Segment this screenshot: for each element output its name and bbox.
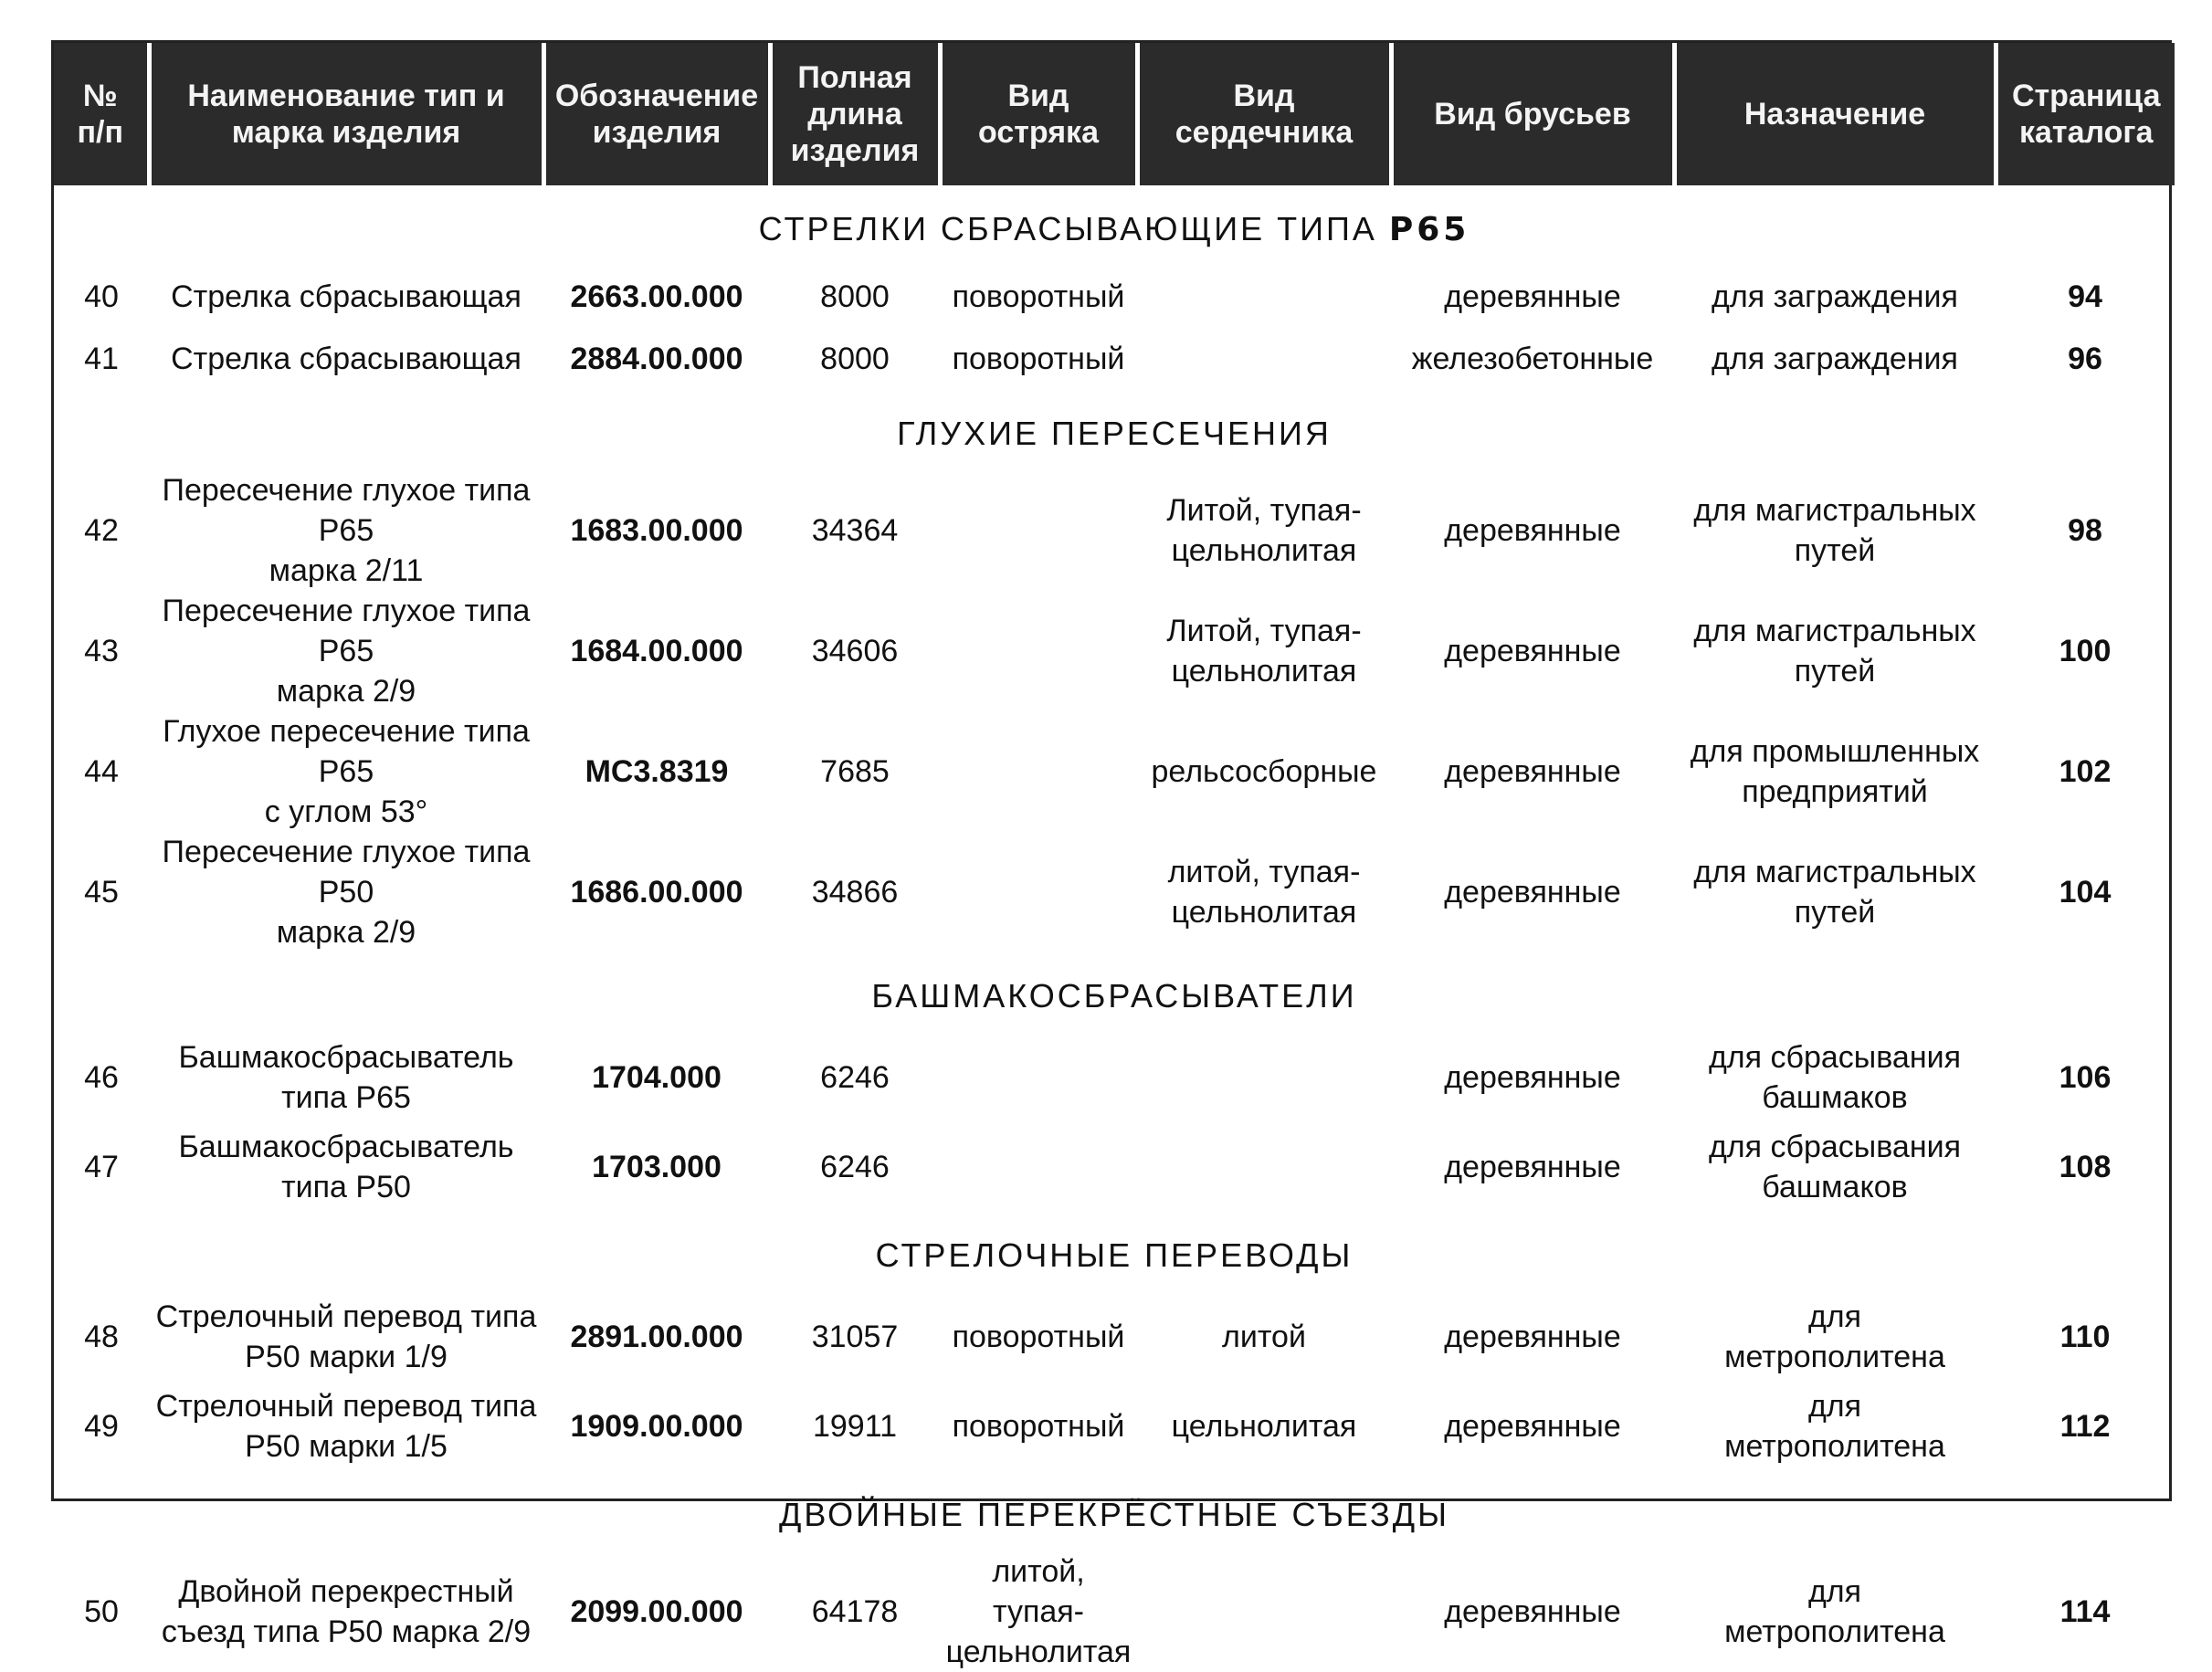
cell-designation: 1686.00.000 [570,875,743,910]
cell-number: 43 [84,634,119,668]
cell-page: 102 [2059,754,2112,789]
section-title [54,185,2175,266]
cell-blade [940,591,1137,711]
cell-purpose: для сбрасывания башмаков [1708,1130,1962,1204]
cell-frog: цельнолитая [1171,1409,1357,1444]
catalog-table [54,43,2175,1672]
table-header [54,43,2175,185]
cell-sleepers: деревянные [1444,875,1621,910]
cell-purpose: для сбрасывания башмаков [1708,1040,1962,1115]
cell-length: 6246 [820,1060,890,1095]
cell-designation: 2891.00.000 [570,1320,743,1354]
section-row [54,952,2175,1033]
cell-purpose: для заграждения [1712,279,1958,314]
cell-blade: поворотный [952,1409,1125,1444]
cell-name: Стрелочный перевод типа Р50 марки 1/5 [155,1389,537,1464]
section-title [54,1471,2175,1551]
cell-blade [940,832,1137,952]
cell-name: Стрелка сбрасывающая [171,342,521,376]
cell-name: Пересечение глухое типа Р65 марка 2/11 [162,473,531,588]
table-row [54,1292,2175,1382]
section-title [54,390,2175,470]
table-row [54,1122,2175,1212]
section-title-bold: Р65 [1388,210,1470,248]
cell-name: Двойной перекрестный съезд типа Р50 марка 2/9 [161,1574,532,1649]
cell-sleepers: деревянные [1444,1594,1621,1629]
section-title-text: ДВОЙНЫЕ ПЕРЕКРЁСТНЫЕ СЪЕЗДЫ [778,1495,1450,1533]
section-title-text: СТРЕЛОЧНЫЕ ПЕРЕВОДЫ [875,1236,1354,1274]
cell-sleepers: деревянные [1444,1409,1621,1444]
cell-frog [1137,1122,1391,1212]
cell-number: 50 [84,1594,119,1629]
cell-number: 48 [84,1320,119,1354]
cell-sleepers: деревянные [1444,279,1621,314]
header-cell-number: № п/п [54,43,149,185]
cell-length: 8000 [820,279,890,314]
cell-frog [1137,266,1391,328]
cell-designation: 1703.000 [592,1150,722,1184]
cell-name: Глухое пересечение типа Р65 с углом 53° [163,714,530,829]
table-row [54,1033,2175,1122]
cell-length: 7685 [820,754,890,789]
cell-sleepers: железобетонные [1411,342,1654,376]
section-title-text: ГЛУХИЕ ПЕРЕСЕЧЕНИЯ [897,414,1332,452]
cell-name: Башмакосбрасыватель типа Р65 [178,1040,514,1115]
cell-length: 6246 [820,1150,890,1184]
header-cell-frog: Вид сердечника [1137,43,1391,185]
cell-frog [1137,328,1391,390]
cell-blade [940,470,1137,591]
cell-purpose: для метрополитена [1724,1389,1945,1464]
header-cell-name: Наименование тип и марка изделия [149,43,543,185]
cell-page: 112 [2059,1409,2111,1444]
cell-frog: рельсосборные [1151,754,1377,789]
cell-length: 34364 [811,513,899,548]
cell-length: 64178 [811,1594,899,1629]
cell-page: 110 [2059,1320,2111,1354]
cell-sleepers: деревянные [1444,1320,1621,1354]
header-cell-page: Страница каталога [1996,43,2175,185]
cell-designation: МС3.8319 [585,754,729,789]
cell-page: 98 [2068,513,2102,548]
cell-purpose: для магистральных путей [1693,493,1976,568]
cell-blade: поворотный [952,1320,1125,1354]
cell-length: 34866 [811,875,899,910]
section-title-text: СТРЕЛКИ СБРАСЫВАЮЩИЕ ТИПА [758,209,1389,247]
cell-number: 40 [84,279,119,314]
cell-designation: 1684.00.000 [570,634,743,668]
cell-number: 49 [84,1409,119,1444]
cell-blade [940,1122,1137,1212]
cell-page: 108 [2059,1150,2112,1184]
section-title-text: БАШМАКОСБРАСЫВАТЕЛИ [871,976,1357,1015]
cell-designation: 1909.00.000 [570,1409,743,1444]
cell-page: 96 [2068,342,2102,376]
cell-sleepers: деревянные [1444,754,1621,789]
header-cell-length: Полная длина изделия [770,43,940,185]
cell-blade [940,711,1137,832]
cell-blade [940,1033,1137,1122]
cell-length: 34606 [811,634,899,668]
cell-frog [1137,1551,1391,1672]
cell-purpose: для метрополитена [1724,1299,1945,1374]
cell-blade: поворотный [952,342,1125,376]
cell-length: 31057 [811,1320,899,1354]
table-row [54,470,2175,591]
table-row [54,1551,2175,1672]
section-row [54,1212,2175,1292]
cell-frog: Литой, тупая- цельнолитая [1166,614,1362,689]
table-body [54,185,2175,1672]
catalog-table-frame [51,40,2172,1669]
cell-blade: поворотный [952,279,1125,314]
cell-sleepers: деревянные [1444,1150,1621,1184]
table-row [54,591,2175,711]
cell-name: Пересечение глухое типа Р50 марка 2/9 [162,835,531,950]
header-cell-blade: Вид остряка [940,43,1137,185]
section-title [54,1212,2175,1292]
cell-length: 8000 [820,342,890,376]
cell-name: Пересечение глухое типа Р65 марка 2/9 [162,594,531,709]
cell-name: Стрелка сбрасывающая [171,279,521,314]
cell-number: 44 [84,754,119,789]
cell-number: 41 [84,342,119,376]
cell-designation: 2884.00.000 [570,342,743,376]
cell-purpose: для магистральных путей [1693,855,1976,930]
cell-number: 45 [84,875,119,910]
cell-frog [1137,1033,1391,1122]
table-row [54,1382,2175,1471]
cell-page: 104 [2059,875,2112,910]
header-cell-sleepers: Вид брусьев [1391,43,1674,185]
cell-designation: 2099.00.000 [570,1594,743,1629]
cell-sleepers: деревянные [1444,634,1621,668]
cell-page: 114 [2059,1594,2111,1629]
header-cell-designation: Обозначение изделия [543,43,770,185]
section-title [54,952,2175,1033]
cell-designation: 1704.000 [592,1060,722,1095]
cell-number: 46 [84,1060,119,1095]
header-cell-purpose: Назначение [1674,43,1996,185]
cell-name: Стрелочный перевод типа Р50 марки 1/9 [155,1299,537,1374]
cell-purpose: для заграждения [1712,342,1958,376]
cell-frog: литой, тупая- цельнолитая [1167,855,1361,930]
section-row [54,390,2175,470]
cell-number: 47 [84,1150,119,1184]
table-row [54,832,2175,952]
cell-page: 94 [2068,279,2102,314]
cell-number: 42 [84,513,119,548]
cell-designation: 1683.00.000 [570,513,743,548]
section-row [54,185,2175,266]
cell-frog: Литой, тупая- цельнолитая [1166,493,1362,568]
cell-sleepers: деревянные [1444,513,1621,548]
cell-purpose: для магистральных путей [1693,614,1976,689]
cell-name: Башмакосбрасыватель типа Р50 [178,1130,514,1204]
cell-page: 100 [2059,634,2112,668]
cell-purpose: для метрополитена [1724,1574,1945,1649]
cell-page: 106 [2059,1060,2112,1095]
cell-frog: литой [1222,1320,1306,1354]
cell-purpose: для промышленных предприятий [1690,734,1980,809]
cell-designation: 2663.00.000 [570,279,743,314]
table-row [54,328,2175,390]
cell-blade: литой, тупая- цельнолитая [945,1554,1132,1669]
cell-sleepers: деревянные [1444,1060,1621,1095]
section-row [54,1471,2175,1551]
table-row [54,711,2175,832]
table-row [54,266,2175,328]
cell-length: 19911 [812,1409,898,1444]
